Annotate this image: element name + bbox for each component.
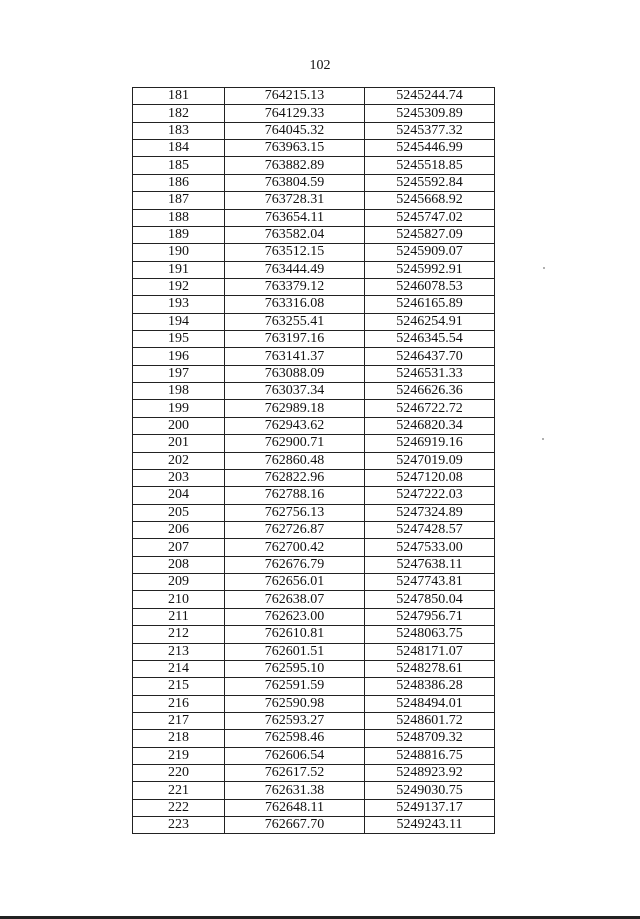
coordinates-table bbox=[132, 87, 495, 834]
y-coordinate-cell: 5247019.09 bbox=[365, 452, 495, 469]
x-coordinate-cell: 762667.70 bbox=[225, 817, 365, 834]
table-row bbox=[133, 539, 495, 556]
table-row bbox=[133, 765, 495, 782]
x-coordinate-cell: 762631.38 bbox=[225, 782, 365, 799]
table-row bbox=[133, 105, 495, 122]
y-coordinate-cell: 5245827.09 bbox=[365, 226, 495, 243]
coordinates-table-body bbox=[133, 88, 495, 834]
point-number-cell: 202 bbox=[133, 452, 225, 469]
table-row bbox=[133, 174, 495, 191]
y-coordinate-cell: 5248171.07 bbox=[365, 643, 495, 660]
table-row bbox=[133, 608, 495, 625]
y-coordinate-cell: 5246254.91 bbox=[365, 313, 495, 330]
table-row bbox=[133, 747, 495, 764]
x-coordinate-cell: 762606.54 bbox=[225, 747, 365, 764]
point-number-cell: 197 bbox=[133, 365, 225, 382]
point-number-cell: 184 bbox=[133, 140, 225, 157]
point-number-cell: 219 bbox=[133, 747, 225, 764]
y-coordinate-cell: 5245668.92 bbox=[365, 192, 495, 209]
table-row bbox=[133, 521, 495, 538]
y-coordinate-cell: 5248386.28 bbox=[365, 678, 495, 695]
table-row bbox=[133, 226, 495, 243]
x-coordinate-cell: 762591.59 bbox=[225, 678, 365, 695]
y-coordinate-cell: 5248816.75 bbox=[365, 747, 495, 764]
table-row bbox=[133, 660, 495, 677]
y-coordinate-cell: 5249137.17 bbox=[365, 799, 495, 816]
point-number-cell: 215 bbox=[133, 678, 225, 695]
x-coordinate-cell: 762989.18 bbox=[225, 400, 365, 417]
point-number-cell: 192 bbox=[133, 278, 225, 295]
point-number-cell: 221 bbox=[133, 782, 225, 799]
table-row bbox=[133, 799, 495, 816]
y-coordinate-cell: 5246345.54 bbox=[365, 331, 495, 348]
point-number-cell: 208 bbox=[133, 556, 225, 573]
x-coordinate-cell: 763088.09 bbox=[225, 365, 365, 382]
point-number-cell: 213 bbox=[133, 643, 225, 660]
scan-speck bbox=[542, 438, 544, 440]
x-coordinate-cell: 762638.07 bbox=[225, 591, 365, 608]
table-row bbox=[133, 504, 495, 521]
table-row bbox=[133, 88, 495, 105]
y-coordinate-cell: 5245992.91 bbox=[365, 261, 495, 278]
y-coordinate-cell: 5247850.04 bbox=[365, 591, 495, 608]
point-number-cell: 198 bbox=[133, 383, 225, 400]
x-coordinate-cell: 762623.00 bbox=[225, 608, 365, 625]
table-row bbox=[133, 417, 495, 434]
x-coordinate-cell: 762726.87 bbox=[225, 521, 365, 538]
table-row bbox=[133, 400, 495, 417]
table-row bbox=[133, 574, 495, 591]
table-row bbox=[133, 556, 495, 573]
table-row bbox=[133, 261, 495, 278]
x-coordinate-cell: 762700.42 bbox=[225, 539, 365, 556]
table-row bbox=[133, 678, 495, 695]
x-coordinate-cell: 762590.98 bbox=[225, 695, 365, 712]
point-number-cell: 201 bbox=[133, 435, 225, 452]
y-coordinate-cell: 5246919.16 bbox=[365, 435, 495, 452]
point-number-cell: 196 bbox=[133, 348, 225, 365]
x-coordinate-cell: 762610.81 bbox=[225, 626, 365, 643]
y-coordinate-cell: 5248601.72 bbox=[365, 712, 495, 729]
y-coordinate-cell: 5247956.71 bbox=[365, 608, 495, 625]
table-row bbox=[133, 469, 495, 486]
x-coordinate-cell: 762900.71 bbox=[225, 435, 365, 452]
x-coordinate-cell: 762598.46 bbox=[225, 730, 365, 747]
table-row bbox=[133, 435, 495, 452]
table-row bbox=[133, 591, 495, 608]
y-coordinate-cell: 5247533.00 bbox=[365, 539, 495, 556]
y-coordinate-cell: 5248923.92 bbox=[365, 765, 495, 782]
y-coordinate-cell: 5246626.36 bbox=[365, 383, 495, 400]
y-coordinate-cell: 5249030.75 bbox=[365, 782, 495, 799]
x-coordinate-cell: 763197.16 bbox=[225, 331, 365, 348]
point-number-cell: 207 bbox=[133, 539, 225, 556]
y-coordinate-cell: 5248063.75 bbox=[365, 626, 495, 643]
table-row bbox=[133, 643, 495, 660]
point-number-cell: 182 bbox=[133, 105, 225, 122]
point-number-cell: 218 bbox=[133, 730, 225, 747]
point-number-cell: 183 bbox=[133, 122, 225, 139]
x-coordinate-cell: 763512.15 bbox=[225, 244, 365, 261]
table-row bbox=[133, 695, 495, 712]
table-row bbox=[133, 730, 495, 747]
x-coordinate-cell: 763804.59 bbox=[225, 174, 365, 191]
point-number-cell: 195 bbox=[133, 331, 225, 348]
point-number-cell: 204 bbox=[133, 487, 225, 504]
x-coordinate-cell: 764129.33 bbox=[225, 105, 365, 122]
x-coordinate-cell: 764215.13 bbox=[225, 88, 365, 105]
x-coordinate-cell: 763728.31 bbox=[225, 192, 365, 209]
y-coordinate-cell: 5245244.74 bbox=[365, 88, 495, 105]
table-row bbox=[133, 383, 495, 400]
x-coordinate-cell: 762788.16 bbox=[225, 487, 365, 504]
point-number-cell: 194 bbox=[133, 313, 225, 330]
x-coordinate-cell: 763255.41 bbox=[225, 313, 365, 330]
point-number-cell: 185 bbox=[133, 157, 225, 174]
point-number-cell: 216 bbox=[133, 695, 225, 712]
table-row bbox=[133, 313, 495, 330]
x-coordinate-cell: 762593.27 bbox=[225, 712, 365, 729]
table-row bbox=[133, 365, 495, 382]
page-number: 102 bbox=[309, 58, 331, 73]
scan-speck bbox=[543, 267, 545, 269]
y-coordinate-cell: 5245747.02 bbox=[365, 209, 495, 226]
x-coordinate-cell: 762656.01 bbox=[225, 574, 365, 591]
point-number-cell: 223 bbox=[133, 817, 225, 834]
y-coordinate-cell: 5245909.07 bbox=[365, 244, 495, 261]
point-number-cell: 214 bbox=[133, 660, 225, 677]
point-number-cell: 186 bbox=[133, 174, 225, 191]
point-number-cell: 193 bbox=[133, 296, 225, 313]
table-row bbox=[133, 296, 495, 313]
y-coordinate-cell: 5245446.99 bbox=[365, 140, 495, 157]
table-row bbox=[133, 140, 495, 157]
table-row bbox=[133, 487, 495, 504]
x-coordinate-cell: 762756.13 bbox=[225, 504, 365, 521]
point-number-cell: 205 bbox=[133, 504, 225, 521]
x-coordinate-cell: 763316.08 bbox=[225, 296, 365, 313]
y-coordinate-cell: 5246722.72 bbox=[365, 400, 495, 417]
x-coordinate-cell: 762648.11 bbox=[225, 799, 365, 816]
point-number-cell: 217 bbox=[133, 712, 225, 729]
y-coordinate-cell: 5247743.81 bbox=[365, 574, 495, 591]
table-row bbox=[133, 626, 495, 643]
table-row bbox=[133, 782, 495, 799]
table-row bbox=[133, 712, 495, 729]
y-coordinate-cell: 5247120.08 bbox=[365, 469, 495, 486]
y-coordinate-cell: 5245592.84 bbox=[365, 174, 495, 191]
y-coordinate-cell: 5246078.53 bbox=[365, 278, 495, 295]
point-number-cell: 181 bbox=[133, 88, 225, 105]
y-coordinate-cell: 5247428.57 bbox=[365, 521, 495, 538]
x-coordinate-cell: 763582.04 bbox=[225, 226, 365, 243]
x-coordinate-cell: 764045.32 bbox=[225, 122, 365, 139]
point-number-cell: 206 bbox=[133, 521, 225, 538]
x-coordinate-cell: 763963.15 bbox=[225, 140, 365, 157]
y-coordinate-cell: 5248709.32 bbox=[365, 730, 495, 747]
y-coordinate-cell: 5247222.03 bbox=[365, 487, 495, 504]
point-number-cell: 200 bbox=[133, 417, 225, 434]
table-row bbox=[133, 157, 495, 174]
point-number-cell: 212 bbox=[133, 626, 225, 643]
x-coordinate-cell: 763141.37 bbox=[225, 348, 365, 365]
x-coordinate-cell: 763882.89 bbox=[225, 157, 365, 174]
x-coordinate-cell: 762822.96 bbox=[225, 469, 365, 486]
y-coordinate-cell: 5247324.89 bbox=[365, 504, 495, 521]
table-row bbox=[133, 122, 495, 139]
y-coordinate-cell: 5247638.11 bbox=[365, 556, 495, 573]
point-number-cell: 188 bbox=[133, 209, 225, 226]
table-row bbox=[133, 278, 495, 295]
point-number-cell: 220 bbox=[133, 765, 225, 782]
point-number-cell: 190 bbox=[133, 244, 225, 261]
table-row bbox=[133, 817, 495, 834]
point-number-cell: 209 bbox=[133, 574, 225, 591]
y-coordinate-cell: 5245309.89 bbox=[365, 105, 495, 122]
point-number-cell: 199 bbox=[133, 400, 225, 417]
x-coordinate-cell: 763444.49 bbox=[225, 261, 365, 278]
x-coordinate-cell: 762595.10 bbox=[225, 660, 365, 677]
y-coordinate-cell: 5246437.70 bbox=[365, 348, 495, 365]
x-coordinate-cell: 762943.62 bbox=[225, 417, 365, 434]
point-number-cell: 211 bbox=[133, 608, 225, 625]
table-row bbox=[133, 348, 495, 365]
x-coordinate-cell: 763654.11 bbox=[225, 209, 365, 226]
x-coordinate-cell: 762601.51 bbox=[225, 643, 365, 660]
y-coordinate-cell: 5246820.34 bbox=[365, 417, 495, 434]
table-row bbox=[133, 331, 495, 348]
point-number-cell: 189 bbox=[133, 226, 225, 243]
point-number-cell: 187 bbox=[133, 192, 225, 209]
y-coordinate-cell: 5245377.32 bbox=[365, 122, 495, 139]
x-coordinate-cell: 763037.34 bbox=[225, 383, 365, 400]
x-coordinate-cell: 762676.79 bbox=[225, 556, 365, 573]
point-number-cell: 203 bbox=[133, 469, 225, 486]
point-number-cell: 191 bbox=[133, 261, 225, 278]
x-coordinate-cell: 762860.48 bbox=[225, 452, 365, 469]
y-coordinate-cell: 5246165.89 bbox=[365, 296, 495, 313]
x-coordinate-cell: 762617.52 bbox=[225, 765, 365, 782]
point-number-cell: 210 bbox=[133, 591, 225, 608]
table-row bbox=[133, 244, 495, 261]
table-row bbox=[133, 452, 495, 469]
y-coordinate-cell: 5249243.11 bbox=[365, 817, 495, 834]
point-number-cell: 222 bbox=[133, 799, 225, 816]
y-coordinate-cell: 5248278.61 bbox=[365, 660, 495, 677]
y-coordinate-cell: 5248494.01 bbox=[365, 695, 495, 712]
y-coordinate-cell: 5246531.33 bbox=[365, 365, 495, 382]
y-coordinate-cell: 5245518.85 bbox=[365, 157, 495, 174]
table-row bbox=[133, 209, 495, 226]
x-coordinate-cell: 763379.12 bbox=[225, 278, 365, 295]
table-row bbox=[133, 192, 495, 209]
